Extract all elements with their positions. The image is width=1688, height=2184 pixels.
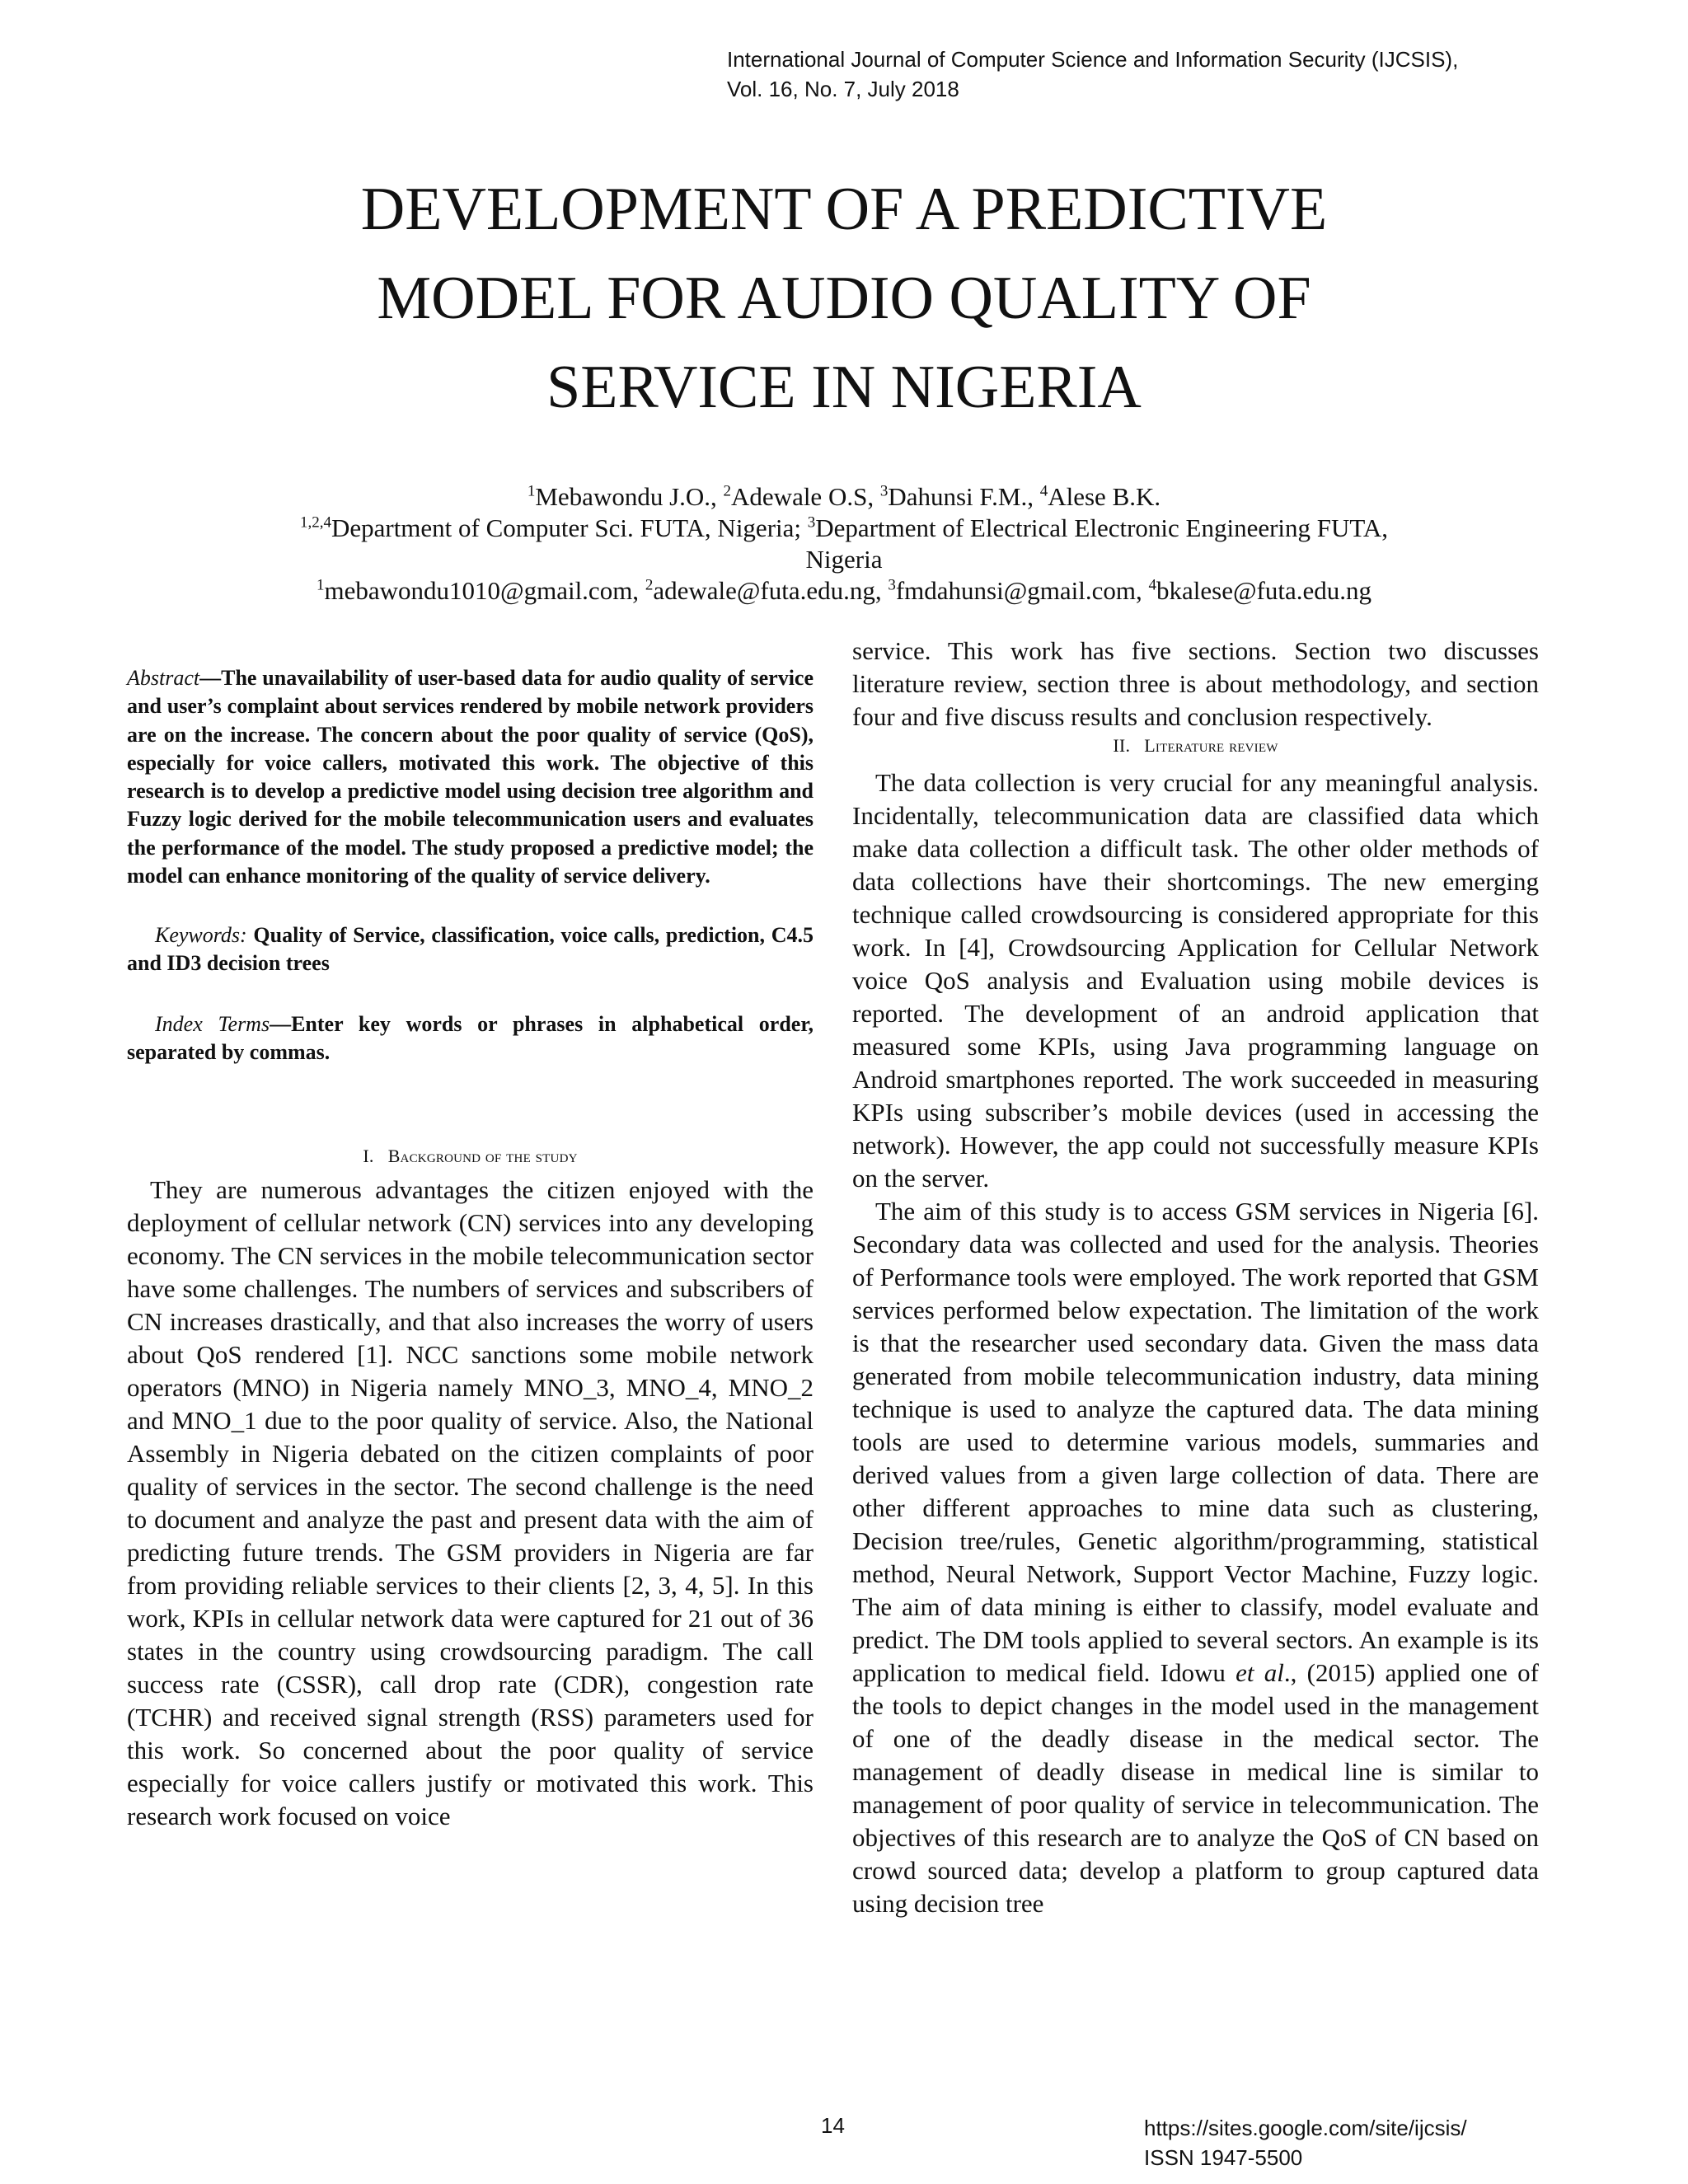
title-line-2: MODEL FOR AUDIO QUALITY OF bbox=[377, 265, 1311, 332]
section-1-paragraph: They are numerous advantages the citizen enjoyed with the deployment of cellular network (CN) services into any developing economy. The CN services in the mobile telecommunication sector have some challenges. The numbers of services and subscribers of CN increases drastically, and that also increases the worry of users about QoS rendered [1]. NCC sanctions some mobile network operators (MNO) in Nigeria namely MNO_3, MNO_4, MNO_2 and MNO_1 due to the poor quality of service. Also, the National Assembly in Nigeria debated on the citizen complaints of poor quality of services in the sector. The second challenge is the need to document and analyze the past and present data with the aim of predicting future trends. The GSM providers in Nigeria are far from providing reliable services to their clients [2, 3, 4, 5]. In this work, KPIs in cellular network data were captured for 21 out of 36 states in the country using crowdsourcing paradigm. The call success rate (CSSR), call drop rate (CDR), congestion rate (TCHR) and received signal strength (RSS) parameters used for this work. So concerned about the poor quality of service especially for voice callers justify or motivated this work. This research work focused on voice bbox=[127, 1175, 814, 1831]
section-2-heading bbox=[852, 733, 1539, 758]
paper-title bbox=[0, 165, 1688, 432]
page-footer bbox=[1144, 2113, 1467, 2172]
author-names bbox=[0, 481, 1688, 513]
section-2-paragraph-2-part-a: The aim of this study is to access GSM services in Nigeria [6]. Secondary data was collected and used for the analysis. Theories of Performance tools were employed. The work reported that GSM services performed below expectation. The limitation of the work is that the researcher used secondary data. Given the mass data generated from mobile telecommunication industry, data mining technique is used to analyze the captured data. The data mining tools are used to determine various models, summaries and derived values from a given large collection of data. There are other different approaches to mine data such as clustering, Decision tree/rules, Genetic algorithm/programming, statistical method, Neural Network, Support Vector Machine, Fuzzy logic. The aim of data mining is either to classify, model evaluate and predict. The DM tools applied to several sectors. An example is its application to medical field. Idowu bbox=[852, 1197, 1539, 1687]
keywords-text: Quality of Service, classification, voice calls, prediction, C4.5 and ID3 decision trees bbox=[127, 923, 814, 976]
journal-name: International Journal of Computer Science and Information Security (IJCSIS), bbox=[727, 47, 1459, 72]
abstract-lead: Abstract bbox=[127, 666, 200, 690]
section-2-paragraph-2-part-b: ., (2015) applied one of the tools to depict changes in the model used in the management of one of the deadly disease in the medical sector. The management of deadly disease in medical line is similar to management of poor quality of service in telecommunication. The objectives of this research are to analyze the QoS of CN based on crowd sourced data; develop a platform to group captured data using decision tree bbox=[852, 1658, 1539, 1918]
author-emails bbox=[0, 575, 1688, 607]
title-line-3: SERVICE IN NIGERIA bbox=[546, 354, 1142, 421]
continuation-paragraph: service. This work has five sections. Section two discusses literature review, section three is about methodology, and section four and five discuss results and conclusion respectively. bbox=[852, 636, 1539, 731]
affiliation-line-2: Nigeria bbox=[805, 545, 883, 574]
left-column bbox=[127, 664, 814, 1833]
journal-header bbox=[727, 45, 1634, 104]
affiliation-line-1 bbox=[0, 513, 1688, 544]
section-2-number: II. bbox=[1113, 735, 1131, 756]
email-4-index: 4 bbox=[1148, 576, 1156, 594]
email-3-index: 3 bbox=[888, 576, 896, 594]
author-1-index: 1 bbox=[527, 482, 536, 500]
section-2-paragraph-2-italic: et al bbox=[1236, 1658, 1284, 1687]
author-3-index: 3 bbox=[879, 482, 889, 500]
email-4: bkalese@futa.edu.ng bbox=[1156, 576, 1372, 605]
email-2: adewale@futa.edu.ng, bbox=[653, 576, 889, 605]
email-3: fmdahunsi@gmail.com, bbox=[895, 576, 1149, 605]
footer-issn: ISSN 1947-5500 bbox=[1144, 2145, 1303, 2170]
affiliation-2-index: 3 bbox=[807, 513, 816, 532]
author-2-index: 2 bbox=[723, 482, 732, 500]
journal-volume: Vol. 16, No. 7, July 2018 bbox=[727, 77, 959, 101]
index-terms-lead: Index Terms bbox=[155, 1012, 270, 1037]
index-terms bbox=[127, 1010, 814, 1066]
email-2-index: 2 bbox=[645, 576, 654, 594]
keywords bbox=[127, 921, 814, 977]
abstract bbox=[127, 664, 814, 890]
affiliation-1-index: 1,2,4 bbox=[299, 513, 331, 532]
section-2-paragraph-1: The data collection is very crucial for any meaningful analysis. Incidentally, telecommunication data are classified data which make data collection a difficult task. The other older methods of data collections have their shortcomings. The new emerging technique called crowdsourcing is considered appropriate for this work. In [4], Crowdsourcing Application for Cellular Network voice QoS analysis and Evaluation using mobile devices is reported. The development of an android application that measured some KPIs, using Java programming language on Android smartphones reported. The work succeeded in measuring KPIs using subscriber’s mobile devices (used in accessing the network). However, the app could not successfully measure KPIs on the server. bbox=[852, 768, 1539, 1193]
authors-block bbox=[0, 481, 1688, 607]
section-1-heading bbox=[127, 1144, 814, 1169]
index-terms-text: —Enter key words or phrases in alphabetical order, separated by commas. bbox=[127, 1012, 814, 1065]
email-1-index: 1 bbox=[316, 576, 325, 594]
affiliation-2: Department of Electrical Electronic Engineering FUTA, bbox=[815, 513, 1389, 542]
author-3: Dahunsi F.M., bbox=[888, 482, 1040, 511]
abstract-text: —The unavailability of user-based data for audio quality of service and user’s complaint about services rendered by mobile network providers are on the increase. The concern about the poor quality of service (QoS), especially for voice callers, motivated this work. The objective of this research is to develop a predictive model using decision tree algorithm and Fuzzy logic derived for the mobile telecommunication users and evaluates the performance of the model. The study proposed a predictive model; the model can enhance monitoring of the quality of service delivery. bbox=[127, 666, 814, 888]
author-4: Alese B.K. bbox=[1048, 482, 1161, 511]
email-1: mebawondu1010@gmail.com, bbox=[324, 576, 645, 605]
author-4-index: 4 bbox=[1039, 482, 1048, 500]
author-1: Mebawondu J.O., bbox=[535, 482, 724, 511]
section-2-title: Literature review bbox=[1144, 735, 1278, 756]
footer-url[interactable]: https://sites.google.com/site/ijcsis/ bbox=[1144, 2116, 1467, 2140]
affiliation-1: Department of Computer Sci. FUTA, Nigeria; bbox=[331, 513, 808, 542]
section-1-title: Background of the study bbox=[387, 1146, 578, 1167]
page-number: 14 bbox=[821, 2113, 845, 2138]
author-2: Adewale O.S, bbox=[731, 482, 880, 511]
right-column bbox=[852, 635, 1539, 1920]
section-1-number: I. bbox=[363, 1146, 374, 1167]
section-2-paragraph-2 bbox=[852, 1195, 1539, 1920]
keywords-lead: Keywords: bbox=[155, 923, 247, 948]
title-line-1: DEVELOPMENT OF A PREDICTIVE bbox=[360, 176, 1328, 243]
